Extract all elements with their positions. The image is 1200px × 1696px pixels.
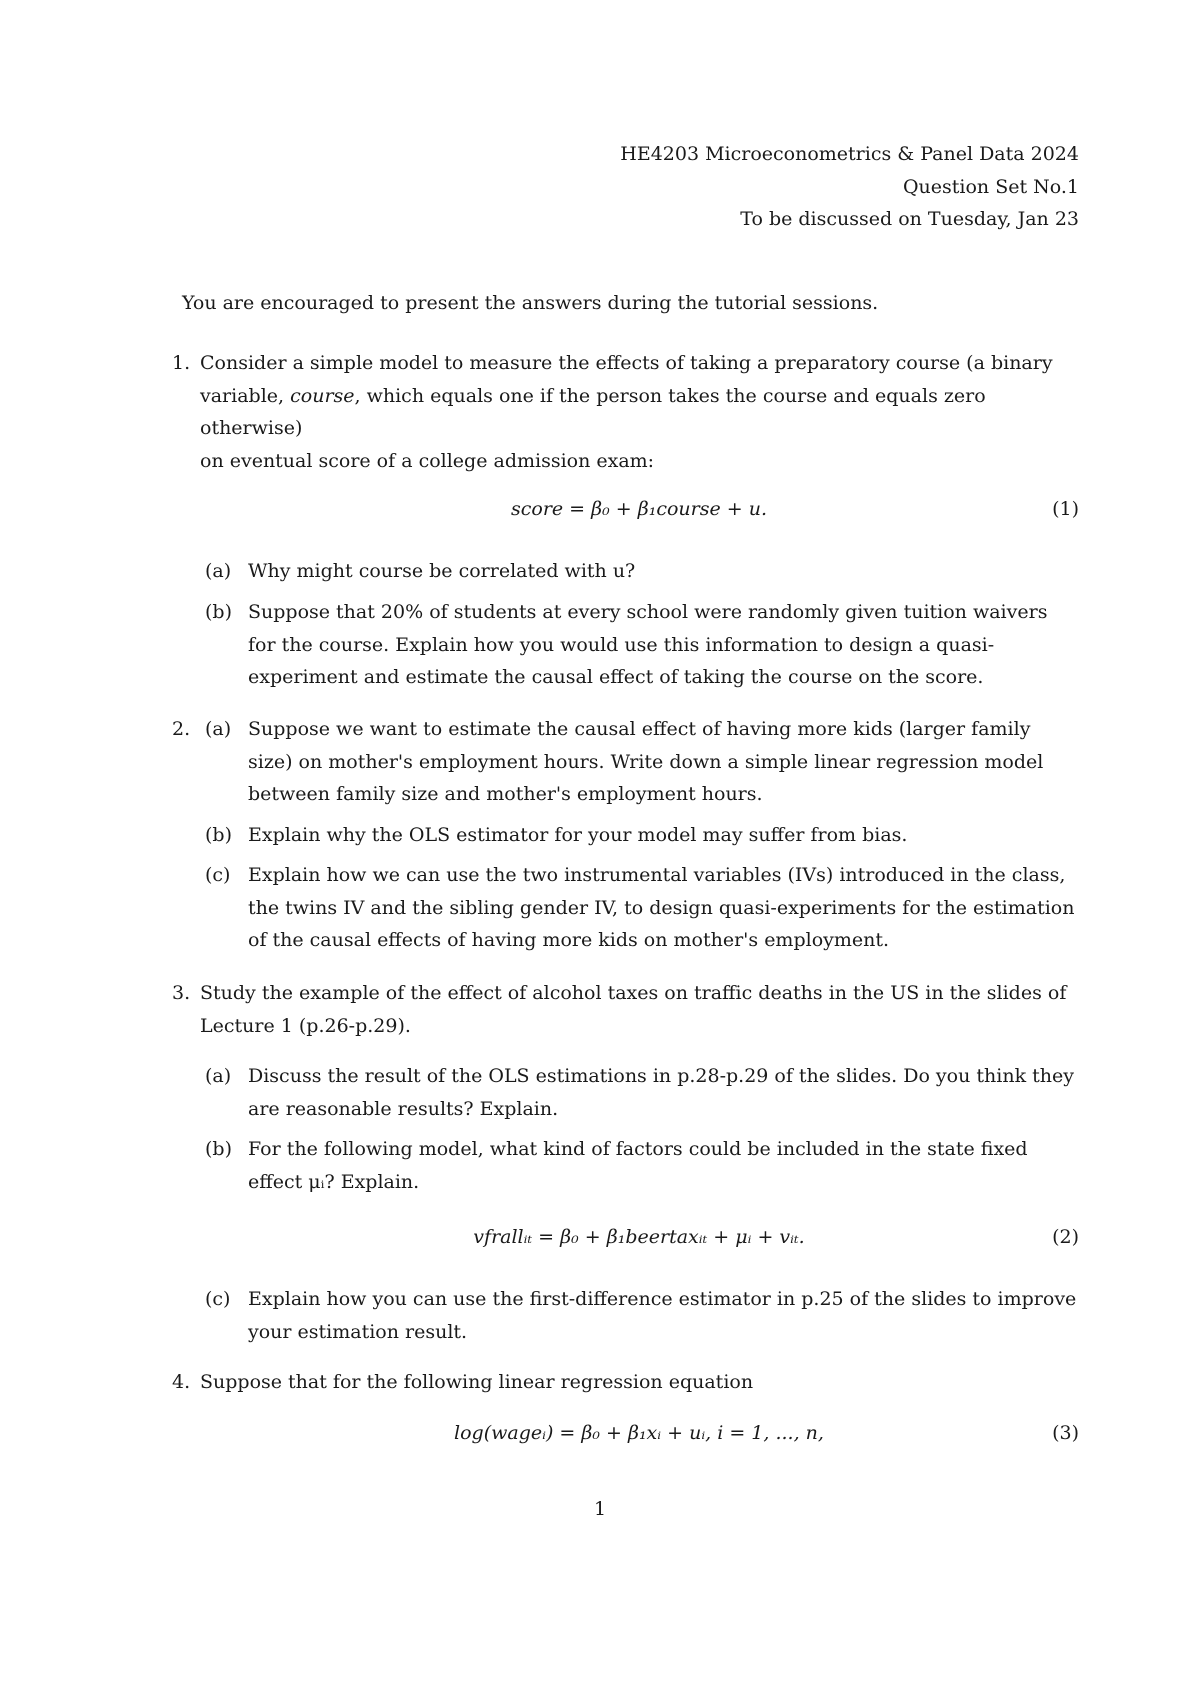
question-3b	[205, 1133, 1078, 1198]
question-2c-text: Explain how we can use the two instrumental variables (IVs) introduced in the class, the twins IV and the sibling gender IV, to design quasi-experiments for the estimation of the causal effects of having more kids on mother's employment.	[248, 864, 1075, 951]
question-1a	[205, 555, 1078, 588]
question-3b-text: For the following model, what kind of factors could be included in the state fixed effect μᵢ? Explain.	[248, 1138, 1028, 1193]
question-2-number: 2.	[172, 718, 191, 740]
discussion-date: To be discussed on Tuesday, Jan 23	[740, 208, 1079, 230]
question-2c-label: (c)	[205, 864, 231, 886]
question-3-number: 3.	[172, 982, 191, 1004]
intro-text: You are encouraged to present the answers during the tutorial sessions.	[182, 292, 879, 314]
question-3c-label: (c)	[205, 1288, 231, 1310]
equation-1: score = β₀ + β₁course + u.	[510, 498, 768, 520]
question-1b-label: (b)	[205, 601, 232, 623]
question-2b-text: Explain why the OLS estimator for your model may suffer from bias.	[248, 824, 908, 846]
question-1a-text: Why might course be correlated with u?	[248, 560, 636, 582]
question-1-line-1: Consider a simple model to measure the effects of taking a preparatory course (a binary	[200, 352, 1053, 374]
course-title: HE4203 Microeconometrics & Panel Data 2024	[620, 143, 1079, 165]
question-set-label: Question Set No.1	[902, 175, 1079, 198]
question-4	[172, 1366, 1078, 1399]
question-1	[172, 347, 1078, 477]
question-1b	[205, 596, 1078, 694]
question-2a	[172, 713, 1078, 811]
question-3-text: Study the example of the effect of alcohol taxes on traffic deaths in the US in the slides of Lecture 1 (p.26-p.29).	[200, 982, 1067, 1037]
question-3c	[205, 1283, 1078, 1348]
question-1-line-2: variable, course, which equals one if the person takes the course and equals zero otherwise)	[200, 384, 986, 439]
question-3	[172, 977, 1078, 1042]
equation-3-number: (3)	[1052, 1422, 1079, 1444]
question-3a-label: (a)	[205, 1065, 232, 1087]
question-1-line-3: on eventual score of a college admission exam:	[200, 449, 655, 472]
question-2a-text: Suppose we want to estimate the causal effect of having more kids (larger family size) on mother's employment hours. Write down a simple linear regression model between family size and mother's employment hours.	[248, 718, 1044, 805]
question-2b	[205, 819, 1078, 852]
question-3b-label: (b)	[205, 1138, 232, 1160]
question-3c-text: Explain how you can use the first-difference estimator in p.25 of the slides to improve your estimation result.	[248, 1288, 1077, 1343]
equation-1-number: (1)	[1052, 498, 1079, 520]
equation-3: log(wageᵢ) = β₀ + β₁xᵢ + uᵢ, i = 1, ..., n,	[454, 1422, 824, 1444]
equation-2: vfrallᵢₜ = β₀ + β₁beertaxᵢₜ + μᵢ + vᵢₜ.	[473, 1226, 805, 1248]
question-2c	[205, 859, 1078, 957]
question-4-number: 4.	[172, 1371, 191, 1393]
equation-2-number: (2)	[1052, 1226, 1079, 1248]
document-header	[620, 138, 1079, 236]
question-4-text: Suppose that for the following linear regression equation	[200, 1371, 754, 1393]
question-1b-text: Suppose that 20% of students at every school were randomly given tuition waivers for the course. Explain how you would use this information to design a quasi-experiment and estimate the causal effect of taking the course on the score.	[248, 601, 1048, 688]
question-1-number: 1.	[172, 352, 191, 374]
question-2a-label: (a)	[205, 718, 232, 740]
question-1a-label: (a)	[205, 560, 232, 582]
question-3a-text: Discuss the result of the OLS estimations in p.28-p.29 of the slides. Do you think they are reasonable results? Explain.	[248, 1065, 1074, 1120]
question-3a	[205, 1060, 1078, 1125]
question-2b-label: (b)	[205, 824, 232, 846]
page-number: 1	[593, 1498, 607, 1520]
